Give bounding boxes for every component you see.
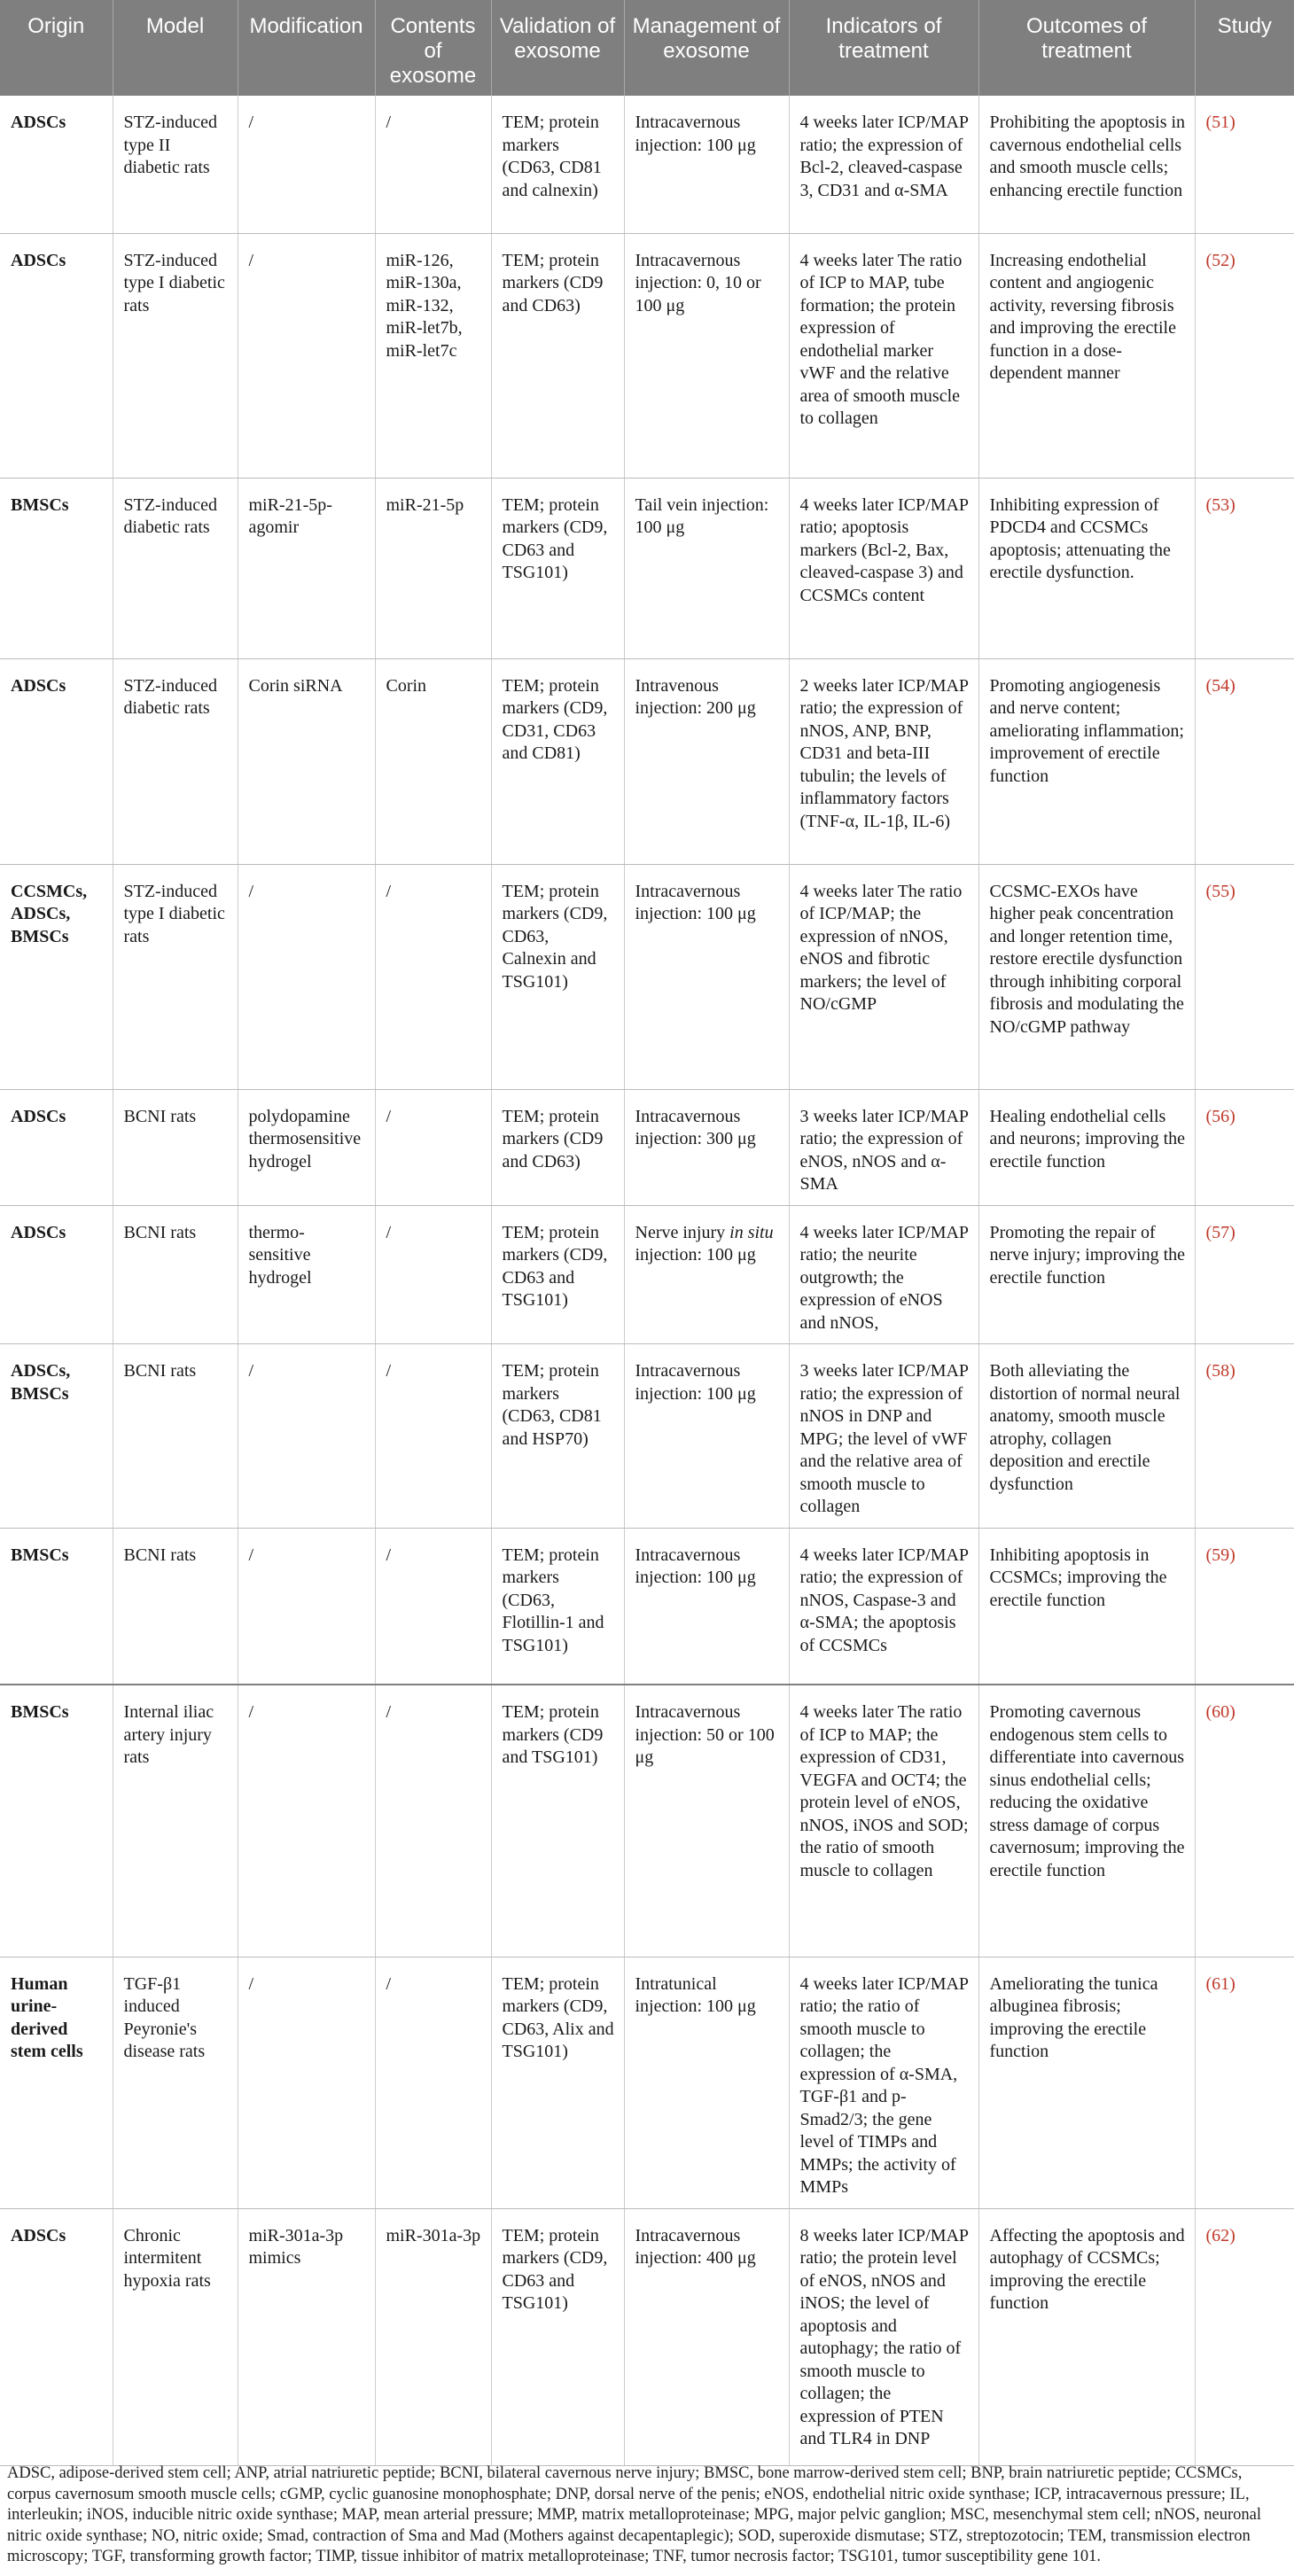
management-cell	[624, 1205, 789, 1344]
validation-cell: TEM; protein markers (CD9, CD63, Calnexin and TSG101)	[491, 864, 624, 1089]
study-reference-link[interactable]: (57)	[1195, 1205, 1294, 1344]
modification-cell: /	[238, 96, 375, 233]
header-study: Study	[1195, 0, 1294, 96]
model-cell: STZ-induced diabetic rats	[113, 478, 238, 658]
header-contents: Contents of exosome	[375, 0, 491, 96]
validation-cell: TEM; protein markers (CD9 and CD63)	[491, 233, 624, 478]
outcomes-cell: Prohibiting the apoptosis in cavernous endothelial cells and smooth muscle cells; enhancing erectile function	[978, 96, 1195, 233]
management-cell: Intracavernous injection: 0, 10 or 100 μg	[624, 233, 789, 478]
contents-cell: miR-126, miR-130a, miR-132, miR-let7b, miR-let7c	[375, 233, 491, 478]
outcomes-cell: Promoting cavernous endogenous stem cells to differentiate into cavernous sinus endothelial cells; reducing the oxidative stress damage of corpus cavernosum; improving the erectile function	[978, 1685, 1195, 1957]
header-outcomes: Outcomes of treatment	[978, 0, 1195, 96]
management-cell: Intratunical injection: 100 μg	[624, 1957, 789, 2208]
table-row	[0, 96, 1294, 233]
model-cell: BCNI rats	[113, 1344, 238, 1529]
modification-cell: /	[238, 1685, 375, 1957]
modification-cell: /	[238, 1528, 375, 1685]
management-text: Nerve injury	[635, 1222, 730, 1242]
modification-cell: thermo-sensitive hydrogel	[238, 1205, 375, 1344]
header-management: Management of exosome	[624, 0, 789, 96]
origin-cell: ADSCs, BMSCs	[0, 1344, 113, 1529]
outcomes-cell: Inhibiting apoptosis in CCSMCs; improving the erectile function	[978, 1528, 1195, 1685]
management-cell: Intravenous injection: 200 μg	[624, 658, 789, 864]
outcomes-cell: Affecting the apoptosis and autophagy of CCSMCs; improving the erectile function	[978, 2208, 1195, 2465]
management-cell: Intracavernous injection: 100 μg	[624, 1528, 789, 1685]
study-reference-link[interactable]: (60)	[1195, 1685, 1294, 1957]
header-model: Model	[113, 0, 238, 96]
validation-cell: TEM; protein markers (CD9, CD63 and TSG101)	[491, 478, 624, 658]
contents-cell: miR-301a-3p	[375, 2208, 491, 2465]
study-reference-link[interactable]: (55)	[1195, 864, 1294, 1089]
study-reference-link[interactable]: (61)	[1195, 1957, 1294, 2208]
indicators-cell: 4 weeks later The ratio of ICP/MAP; the expression of nNOS, eNOS and fibrotic markers; the level of NO/cGMP	[789, 864, 978, 1089]
origin-cell: CCSMCs, ADSCs, BMSCs	[0, 864, 113, 1089]
origin-cell: ADSCs	[0, 658, 113, 864]
origin-cell: BMSCs	[0, 478, 113, 658]
outcomes-cell: Both alleviating the distortion of normal neural anatomy, smooth muscle atrophy, collagen deposition and erectile dysfunction	[978, 1344, 1195, 1529]
management-cell: Intracavernous injection: 100 μg	[624, 96, 789, 233]
contents-cell: /	[375, 1685, 491, 1957]
management-cell: Intracavernous injection: 100 μg	[624, 864, 789, 1089]
modification-cell: /	[238, 1957, 375, 2208]
contents-cell: /	[375, 1957, 491, 2208]
header-modification: Modification	[238, 0, 375, 96]
contents-cell: /	[375, 1344, 491, 1529]
table-row	[0, 1089, 1294, 1205]
outcomes-cell: Promoting the repair of nerve injury; improving the erectile function	[978, 1205, 1195, 1344]
study-reference-link[interactable]: (62)	[1195, 2208, 1294, 2465]
model-cell: STZ-induced type II diabetic rats	[113, 96, 238, 233]
validation-cell: TEM; protein markers (CD9, CD31, CD63 and CD81)	[491, 658, 624, 864]
table-row	[0, 2208, 1294, 2465]
model-cell: BCNI rats	[113, 1205, 238, 1344]
contents-cell: Corin	[375, 658, 491, 864]
contents-cell: /	[375, 864, 491, 1089]
table-footnote: ADSC, adipose-derived stem cell; ANP, atrial natriuretic peptide; BCNI, bilateral cavernous nerve injury; BMSC, bone marrow-derived stem cell; BNP, brain natriuretic peptide; CCSMCs, corpus cavernosum smooth muscle cells; cGMP, cyclic guanosine monophosphate; DNP, dorsal nerve of the penis; eNOS, endothelial nitric oxide synthase; ICP, intracavernous pressure; IL, interleukin; iNOS, inducible nitric oxide synthase; MAP, mean arterial pressure; MMP, matrix metalloproteinase; MPG, major pelvic ganglion; MSC, mesenchymal stem cell; nNOS, neuronal nitric oxide synthase; NO, nitric oxide; Smad, contraction of Sma and Mad (Mothers against decapentaplegic); SOD, superoxide dismutase; STZ, streptozotocin; TEM, transmission electron microscopy; TGF, transforming growth factor; TIMP, tissue inhibitor of matrix metalloproteinase; TNF, tumor necrosis factor; TSG101, tumor susceptibility gene 101.	[7, 2464, 1261, 2565]
modification-cell: miR-301a-3p mimics	[238, 2208, 375, 2465]
outcomes-cell: Inhibiting expression of PDCD4 and CCSMCs apoptosis; attenuating the erectile dysfunction.	[978, 478, 1195, 658]
study-reference-link[interactable]: (52)	[1195, 233, 1294, 478]
management-text: injection: 100 μg	[635, 1245, 756, 1265]
contents-cell: /	[375, 1205, 491, 1344]
table-row	[0, 1205, 1294, 1344]
modification-cell: miR-21-5p-agomir	[238, 478, 375, 658]
indicators-cell: 4 weeks later ICP/MAP ratio; the neurite outgrowth; the expression of eNOS and nNOS,	[789, 1205, 978, 1344]
management-cell: Intracavernous injection: 300 μg	[624, 1089, 789, 1205]
table-row	[0, 658, 1294, 864]
model-cell: STZ-induced type I diabetic rats	[113, 864, 238, 1089]
management-cell: Intracavernous injection: 50 or 100 μg	[624, 1685, 789, 1957]
origin-cell: ADSCs	[0, 2208, 113, 2465]
origin-cell: BMSCs	[0, 1528, 113, 1685]
outcomes-cell: Increasing endothelial content and angiogenic activity, reversing fibrosis and improving the erectile function in a dose-dependent manner	[978, 233, 1195, 478]
study-reference-link[interactable]: (53)	[1195, 478, 1294, 658]
model-cell: STZ-induced type I diabetic rats	[113, 233, 238, 478]
study-reference-link[interactable]: (54)	[1195, 658, 1294, 864]
management-cell: Intracavernous injection: 100 μg	[624, 1344, 789, 1529]
table-row	[0, 478, 1294, 658]
table-row	[0, 1685, 1294, 1957]
indicators-cell: 4 weeks later ICP/MAP ratio; apoptosis markers (Bcl-2, Bax, cleaved-caspase 3) and CCSMCs content	[789, 478, 978, 658]
model-cell: Chronic intermitent hypoxia rats	[113, 2208, 238, 2465]
table-row	[0, 1528, 1294, 1685]
model-cell: BCNI rats	[113, 1089, 238, 1205]
validation-cell: TEM; protein markers (CD9, CD63 and TSG101)	[491, 1205, 624, 1344]
indicators-cell: 4 weeks later ICP/MAP ratio; the expression of nNOS, Caspase-3 and α-SMA; the apoptosis of CCSMCs	[789, 1528, 978, 1685]
management-cell: Tail vein injection: 100 μg	[624, 478, 789, 658]
validation-cell: TEM; protein markers (CD63, CD81 and calnexin)	[491, 96, 624, 233]
outcomes-cell: CCSMC-EXOs have higher peak concentration and longer retention time, restore erectile dysfunction through inhibiting corporal fibrosis and modulating the NO/cGMP pathway	[978, 864, 1195, 1089]
origin-cell: ADSCs	[0, 233, 113, 478]
study-reference-link[interactable]: (58)	[1195, 1344, 1294, 1529]
contents-cell: /	[375, 1089, 491, 1205]
study-reference-link[interactable]: (51)	[1195, 96, 1294, 233]
indicators-cell: 2 weeks later ICP/MAP ratio; the expression of nNOS, ANP, BNP, CD31 and beta-III tubulin; the levels of inflammatory factors (TNF-α, IL-1β, IL-6)	[789, 658, 978, 864]
contents-cell: /	[375, 1528, 491, 1685]
study-reference-link[interactable]: (56)	[1195, 1089, 1294, 1205]
model-cell: STZ-induced diabetic rats	[113, 658, 238, 864]
origin-cell: ADSCs	[0, 96, 113, 233]
model-cell: TGF-β1 induced Peyronie's disease rats	[113, 1957, 238, 2208]
management-cell: Intracavernous injection: 400 μg	[624, 2208, 789, 2465]
modification-cell: /	[238, 233, 375, 478]
modification-cell: polydopamine thermosensitive hydrogel	[238, 1089, 375, 1205]
contents-cell: /	[375, 96, 491, 233]
modification-cell: /	[238, 864, 375, 1089]
table-row	[0, 233, 1294, 478]
outcomes-cell: Promoting angiogenesis and nerve content; ameliorating inflammation; improvement of erectile function	[978, 658, 1195, 864]
outcomes-cell: Healing endothelial cells and neurons; improving the erectile function	[978, 1089, 1195, 1205]
indicators-cell: 4 weeks later The ratio of ICP to MAP, tube formation; the protein expression of endothelial marker vWF and the relative area of smooth muscle to collagen	[789, 233, 978, 478]
indicators-cell: 4 weeks later The ratio of ICP to MAP; the expression of CD31, VEGFA and OCT4; the protein level of eNOS, nNOS, iNOS and SOD; the ratio of smooth muscle to collagen	[789, 1685, 978, 1957]
outcomes-cell: Ameliorating the tunica albuginea fibrosis; improving the erectile function	[978, 1957, 1195, 2208]
validation-cell: TEM; protein markers (CD9, CD63 and TSG101)	[491, 2208, 624, 2465]
table-row	[0, 1957, 1294, 2208]
header-row	[0, 0, 1294, 96]
table-row	[0, 864, 1294, 1089]
contents-cell: miR-21-5p	[375, 478, 491, 658]
indicators-cell: 8 weeks later ICP/MAP ratio; the protein level of eNOS, nNOS and iNOS; the level of apoptosis and autophagy; the ratio of smooth muscle to collagen; the expression of PTEN and TLR4 in DNP	[789, 2208, 978, 2465]
table-row	[0, 1344, 1294, 1529]
header-origin: Origin	[0, 0, 113, 96]
origin-cell: ADSCs	[0, 1089, 113, 1205]
indicators-cell: 3 weeks later ICP/MAP ratio; the expression of eNOS, nNOS and α-SMA	[789, 1089, 978, 1205]
validation-cell: TEM; protein markers (CD9 and TSG101)	[491, 1685, 624, 1957]
indicators-cell: 4 weeks later ICP/MAP ratio; the ratio of smooth muscle to collagen; the expression of α-SMA, TGF-β1 and p-Smad2/3; the gene level of TIMPs and MMPs; the activity of MMPs	[789, 1957, 978, 2208]
validation-cell: TEM; protein markers (CD9 and CD63)	[491, 1089, 624, 1205]
management-emphasis: in situ	[729, 1222, 774, 1242]
header-validation: Validation of exosome	[491, 0, 624, 96]
model-cell: BCNI rats	[113, 1528, 238, 1685]
origin-cell: ADSCs	[0, 1205, 113, 1344]
modification-cell: /	[238, 1344, 375, 1529]
header-indicators: Indicators of treatment	[789, 0, 978, 96]
origin-cell: BMSCs	[0, 1685, 113, 1957]
model-cell: Internal iliac artery injury rats	[113, 1685, 238, 1957]
indicators-cell: 3 weeks later ICP/MAP ratio; the expression of nNOS in DNP and MPG; the level of vWF and the relative area of smooth muscle to collagen	[789, 1344, 978, 1529]
indicators-cell: 4 weeks later ICP/MAP ratio; the expression of Bcl-2, cleaved-caspase 3, CD31 and α-SMA	[789, 96, 978, 233]
modification-cell: Corin siRNA	[238, 658, 375, 864]
origin-cell: Human urine-derived stem cells	[0, 1957, 113, 2208]
study-reference-link[interactable]: (59)	[1195, 1528, 1294, 1685]
validation-cell: TEM; protein markers (CD63, Flotillin-1 and TSG101)	[491, 1528, 624, 1685]
validation-cell: TEM; protein markers (CD63, CD81 and HSP70)	[491, 1344, 624, 1529]
validation-cell: TEM; protein markers (CD9, CD63, Alix and TSG101)	[491, 1957, 624, 2208]
